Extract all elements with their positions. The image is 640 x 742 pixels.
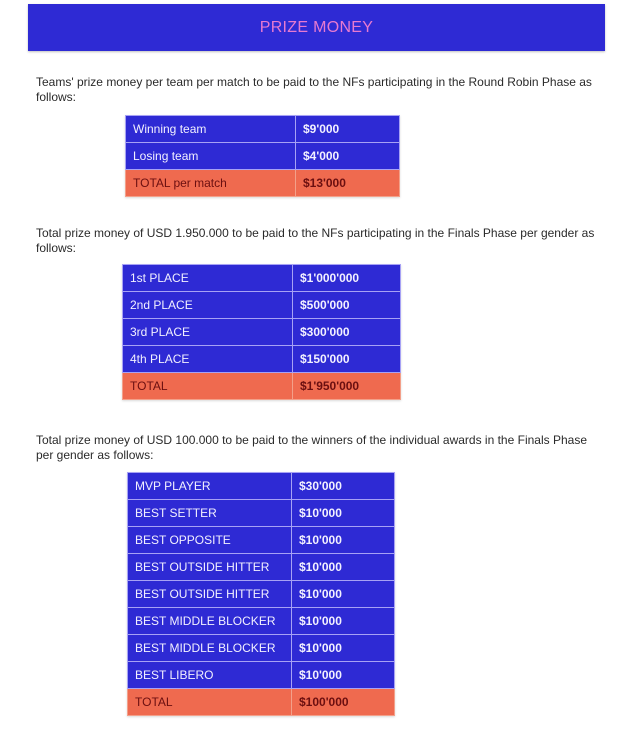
row-label: BEST MIDDLE BLOCKER	[128, 608, 292, 635]
total-value: $100'000	[292, 689, 395, 716]
table-row	[128, 500, 395, 527]
row-label: BEST OPPOSITE	[128, 527, 292, 554]
row-value: $150'000	[293, 346, 401, 373]
table-row	[126, 116, 400, 143]
table-row	[128, 635, 395, 662]
row-label: BEST SETTER	[128, 500, 292, 527]
page-title: PRIZE MONEY	[259, 18, 374, 36]
individual-awards-table	[127, 472, 395, 716]
table-row	[128, 662, 395, 689]
row-value: $500'000	[293, 292, 401, 319]
row-label: Winning team	[126, 116, 296, 143]
row-value: $10'000	[292, 554, 395, 581]
total-label: TOTAL	[128, 689, 292, 716]
row-label: 1st PLACE	[123, 265, 293, 292]
row-label: BEST MIDDLE BLOCKER	[128, 635, 292, 662]
row-value: $10'000	[292, 635, 395, 662]
row-value: $1'000'000	[293, 265, 401, 292]
row-label: 3rd PLACE	[123, 319, 293, 346]
table-row	[123, 265, 401, 292]
table-row	[126, 143, 400, 170]
row-value: $10'000	[292, 662, 395, 689]
table-row	[128, 581, 395, 608]
row-value: $10'000	[292, 527, 395, 554]
row-value: $10'000	[292, 608, 395, 635]
row-value: $300'000	[293, 319, 401, 346]
total-label: TOTAL	[123, 373, 293, 400]
row-label: 4th PLACE	[123, 346, 293, 373]
round-robin-intro: Teams' prize money per team per match to be paid to the NFs participating in the Round Robin Phase as follows:	[36, 75, 592, 104]
row-label: BEST OUTSIDE HITTER	[128, 554, 292, 581]
round-robin-table	[125, 115, 400, 197]
individual-awards-intro: Total prize money of USD 100.000 to be paid to the winners of the individual awards in the Finals Phase per gender as follows:	[36, 433, 587, 462]
table-row	[128, 554, 395, 581]
row-value: $9'000	[296, 116, 400, 143]
total-row	[123, 373, 401, 400]
table-row	[123, 319, 401, 346]
table-row	[123, 346, 401, 373]
title-banner	[28, 4, 605, 51]
table-row	[128, 527, 395, 554]
row-label: Losing team	[126, 143, 296, 170]
row-label: 2nd PLACE	[123, 292, 293, 319]
total-row	[128, 689, 395, 716]
row-value: $4'000	[296, 143, 400, 170]
total-value: $13'000	[296, 170, 400, 197]
row-value: $30'000	[292, 473, 395, 500]
total-row	[126, 170, 400, 197]
table-row	[128, 608, 395, 635]
total-label: TOTAL per match	[126, 170, 296, 197]
table-row	[123, 292, 401, 319]
row-value: $10'000	[292, 581, 395, 608]
row-label: BEST OUTSIDE HITTER	[128, 581, 292, 608]
table-row	[128, 473, 395, 500]
total-value: $1'950'000	[293, 373, 401, 400]
row-label: MVP PLAYER	[128, 473, 292, 500]
finals-intro: Total prize money of USD 1.950.000 to be paid to the NFs participating in the Finals Phase per gender as follows:	[36, 226, 595, 255]
row-label: BEST LIBERO	[128, 662, 292, 689]
finals-placing-table	[122, 264, 401, 400]
row-value: $10'000	[292, 500, 395, 527]
